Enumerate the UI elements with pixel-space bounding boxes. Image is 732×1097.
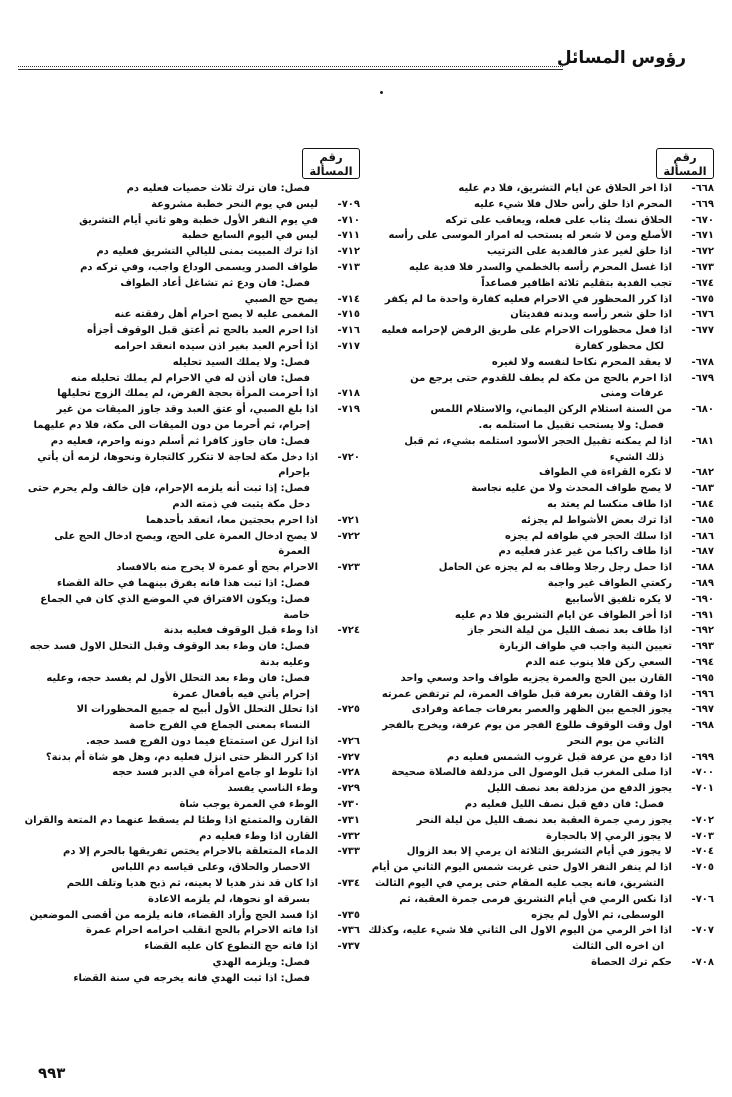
- issue-number: ٧٠٦-: [691, 893, 714, 905]
- heading-line: رقم: [673, 150, 697, 164]
- issue-text: لا يصح ادخال العمرة على الحج، ويصح ادخال الحج على: [54, 530, 318, 542]
- issue-text: إحرام، ثم أحرما من دون الميقات الى مكة، فلا دم عليهما: [33, 419, 310, 431]
- issue-text: اذا اخر الرمي من اليوم الاول الى الثاني فلا شيء عليه، وكذلك: [368, 925, 672, 937]
- issue-text: اذا أخر الطواف عن ايام التشريق فلا دم عليه: [454, 609, 672, 621]
- issue-text: فصل: ولا يستحب تقبيل ما استلمه به.: [478, 419, 664, 431]
- issue-entry: [362, 244, 714, 260]
- issue-entry: [362, 892, 714, 908]
- issue-number: ٦٩٣-: [691, 641, 714, 653]
- issue-text: دخل مكة يثبت في ذمته الدم: [172, 498, 310, 510]
- issue-entry: [362, 702, 714, 718]
- issue-entry: [362, 213, 714, 229]
- issue-entry: [20, 450, 360, 466]
- issue-text: فصل: فان جاوز كافرا ثم أسلم دونه واحرم، فعليه دم: [50, 435, 310, 447]
- issue-text: اذا حلق شعر رأسه وبدنه ففديتان: [510, 309, 672, 321]
- issue-entry: [362, 197, 714, 213]
- issue-number: ٦٨٦-: [691, 530, 714, 542]
- issue-number: ٧١٨-: [337, 388, 360, 400]
- issue-entry: [20, 339, 360, 355]
- issue-text: لا يعقد المحرم نكاحا لنفسه ولا لغيره: [491, 356, 672, 368]
- issue-text: يجوز الجمع بين الظهر والعصر بعرفات جماعة وفرادى: [411, 704, 672, 716]
- issue-number: ٦٩٨-: [691, 720, 714, 732]
- issue-number: ٧٢٨-: [337, 767, 360, 779]
- issue-entry: [362, 765, 714, 781]
- issue-number: ٧٢٩-: [337, 783, 360, 795]
- issue-continuation: [362, 939, 714, 955]
- issue-text: عرفات ومنى: [600, 388, 664, 400]
- column-left: [20, 148, 360, 987]
- issue-continuation: [362, 797, 714, 813]
- issue-number: ٧١٢-: [337, 246, 360, 258]
- issue-continuation: [362, 339, 714, 355]
- column-heading: [20, 148, 360, 179]
- issue-text: اذا أحرم العبد بغير اذن سيده انعقد احرامه: [114, 340, 318, 352]
- issue-number: ٧٢٥-: [337, 704, 360, 716]
- issue-text: فصل: فان وطء بعد الوقوف وقبل التحلل الاول فسد حجه: [29, 641, 310, 653]
- issue-text: الثاني من يوم النحر: [567, 735, 664, 747]
- issue-number: ٦٩٠-: [691, 593, 714, 605]
- issue-text: لا يكره تلفيق الأسابيع: [565, 593, 672, 605]
- issue-text: الوطء في العمرة يوجب شاة: [179, 799, 318, 811]
- issue-text: اذا لم ينفر النفر الاول حتى غربت شمس اليوم الثاني من أيام: [371, 862, 672, 874]
- issue-number: ٦٨٤-: [691, 498, 714, 510]
- issue-text: خاصة: [283, 609, 310, 621]
- issue-number: ٧٠٩-: [337, 198, 360, 210]
- issue-text: اذا سلك الحجر في طوافه لم يجزه: [505, 530, 672, 542]
- issue-number: ٧٢٠-: [337, 451, 360, 463]
- issue-text: فصل: فان أذن له في الاحرام لم يملك تحليله منه: [70, 372, 310, 384]
- issue-continuation: [20, 355, 360, 371]
- issue-text: اذا فاته الاحرام بالحج انقلب احرامه احرام عمرة: [85, 925, 318, 937]
- issue-number: ٧١٧-: [337, 340, 360, 352]
- issue-text: ان اخره الى الثالث: [572, 941, 664, 953]
- issue-number: ٧٣١-: [337, 814, 360, 826]
- heading-line: المسألة: [663, 164, 707, 178]
- issue-continuation: [20, 465, 360, 481]
- issue-text: اذا صلى المغرب قبل الوصول الى مزدلفة فالصلاة صحيحة: [391, 767, 672, 779]
- issue-text: ليس في اليوم السابع خطبة: [181, 230, 318, 242]
- issue-number: ٦٧١-: [691, 230, 714, 242]
- header-rule: [18, 69, 563, 70]
- issue-entry: [362, 513, 714, 529]
- issue-text: إحرام يأتي فيه بأفعال عمرة: [172, 688, 310, 700]
- issue-number: ٦٧٩-: [691, 372, 714, 384]
- issue-entry: [362, 829, 714, 845]
- issue-entry: [362, 687, 714, 703]
- issue-number: ٧٣٦-: [337, 925, 360, 937]
- issue-entry: [20, 781, 360, 797]
- issue-text: اذا انزل عن استمتاع فيما دون الفرج فسد حجه.: [85, 735, 318, 747]
- issue-entry: [20, 513, 360, 529]
- issue-entry: [20, 386, 360, 402]
- issue-text: اذا ترك بعض الأشواط لم يجزئه: [521, 514, 672, 526]
- issue-number: ٧٠٧-: [691, 925, 714, 937]
- issue-entry: [20, 750, 360, 766]
- stray-dot: [380, 91, 383, 94]
- issue-text: اذا طاف بعد نصف الليل من ليلة النحر جاز: [467, 625, 672, 637]
- issue-entry: [362, 639, 714, 655]
- issue-text: الأصلع ومن لا شعر له يستحب له امرار الموسى على رأسه: [388, 230, 672, 242]
- issue-number: ٦٧٤-: [691, 277, 714, 289]
- issue-entry: [20, 797, 360, 813]
- issue-text: فصل: فان ودع ثم تشاغل أعاد الطواف: [120, 277, 310, 289]
- issue-continuation: [362, 386, 714, 402]
- issue-number: ٦٩٥-: [691, 672, 714, 684]
- issue-text: لا تكره القراءة في الطواف: [538, 467, 672, 479]
- issue-text: فصل: فان وطء بعد التحلل الأول لم يفسد حجه، وعليه: [46, 672, 310, 684]
- issue-text: من السنة استلام الركن اليماني، والاستلام اللمس: [430, 404, 672, 416]
- header-dotted-rule: [18, 66, 563, 67]
- issue-text: اذا كرر المحظور في الاحرام فعليه كفارة واحدة ما لم يكفر: [384, 293, 672, 305]
- issue-entry: [362, 529, 714, 545]
- issue-text: فصل: فان ترك ثلاث حصيات فعليه دم: [126, 183, 310, 194]
- issue-text: الوسطى، ثم الأول لم يجزه: [531, 909, 664, 921]
- issue-text: القارن اذا وطء فعليه دم: [199, 830, 318, 842]
- issue-entry: [362, 228, 714, 244]
- issue-number: ٦٨٢-: [691, 467, 714, 479]
- issue-continuation: [20, 860, 360, 876]
- issue-text: اذا اخر الحلاق عن ايام التشريق، فلا دم عليه: [458, 183, 672, 194]
- issue-number: ٦٨٥-: [691, 514, 714, 526]
- issue-number: ٧٠٠-: [691, 767, 714, 779]
- issue-number: ٦٨٣-: [691, 483, 714, 495]
- issue-text: لا يجوز الرمي إلا بالحجارة: [545, 830, 672, 842]
- issue-number: ٧٣٤-: [337, 878, 360, 890]
- issue-number: ٧٢٧-: [337, 751, 360, 763]
- issue-number: ٧٢١-: [337, 514, 360, 526]
- issue-number: ٧١٣-: [337, 261, 360, 273]
- issue-continuation: [20, 544, 360, 560]
- issue-entry: [362, 781, 714, 797]
- issue-text: يجوز رمي جمرة العقبة بعد نصف الليل من ليلة النحر: [416, 814, 672, 826]
- issue-continuation: [20, 892, 360, 908]
- heading-box: [302, 148, 360, 179]
- page-number: ٩٩٣: [38, 1064, 66, 1082]
- issue-entry: [20, 844, 360, 860]
- issue-number: ٦٩٩-: [691, 751, 714, 763]
- issue-number: ٦٩١-: [691, 609, 714, 621]
- issue-entry: [362, 608, 714, 624]
- issue-text: اذا أحرمت المرأة بحجة الفرض، لم يملك الزوج تحليلها: [57, 388, 318, 400]
- issue-text: اذا دخل مكة لحاجة لا تتكرر كالتجارة ونحوها، لزمه أن يأتي: [37, 451, 318, 463]
- issue-continuation: [20, 592, 360, 608]
- issue-entry: [362, 355, 714, 371]
- issue-continuation: [20, 971, 360, 987]
- issue-continuation: [20, 576, 360, 592]
- issue-continuation: [20, 371, 360, 387]
- issue-number: ٧٠٨-: [691, 957, 714, 969]
- issue-entry: [362, 402, 714, 418]
- issue-text: اذا كان قد نذر هديا لا يعينه، ثم ذبح هديا وتلف اللحم: [66, 878, 318, 890]
- issue-number: ٦٧٧-: [691, 325, 714, 337]
- issue-entry: [362, 276, 714, 292]
- issue-entry: [20, 734, 360, 750]
- issue-text: لكل محظور كفارة: [574, 340, 664, 352]
- issue-entry: [362, 576, 714, 592]
- issue-entry: [362, 465, 714, 481]
- issue-text: لا يجوز في أيام التشريق الثلاثة ان يرمي إلا بعد الزوال: [406, 846, 672, 858]
- issue-text: اذا تلوط او جامع امرأة في الدبر فسد حجه: [112, 767, 318, 779]
- issue-entry: [20, 908, 360, 924]
- issue-continuation: [20, 434, 360, 450]
- issue-text: اذا حلق لغير عذر فالفدية على الترتيب: [486, 246, 672, 258]
- issue-text: القارن والمتمتع اذا وطئا لم يسقط عنهما دم المتعة والقران: [24, 814, 318, 826]
- issue-continuation: [20, 639, 360, 655]
- issue-text: يصح حج الصبي: [244, 293, 318, 305]
- issue-entry: [362, 955, 714, 971]
- issue-entry: [362, 718, 714, 734]
- issue-number: ٦٨٠-: [691, 404, 714, 416]
- issue-text: فصل: إذا ثبت أنه يلزمه الإحرام، فإن خالف ولم يحرم حتى: [27, 483, 310, 495]
- issue-entry: [362, 307, 714, 323]
- issue-entry: [362, 544, 714, 560]
- running-head-title: رؤوس المسائل: [556, 48, 686, 68]
- issue-continuation: [20, 497, 360, 513]
- issue-entry: [20, 260, 360, 276]
- issue-entry: [362, 434, 714, 450]
- issue-number: ٧٠١-: [691, 783, 714, 795]
- issue-text: اذا طاف منكسا لم يعتد به: [547, 498, 672, 510]
- issue-continuation: [20, 955, 360, 971]
- issue-entry: [362, 323, 714, 339]
- issue-number: ٧٢٢-: [337, 530, 360, 542]
- issue-entry: [362, 371, 714, 387]
- issue-text: اول وقت الوقوف طلوع الفجر من يوم عرفة، ويخرج بالفجر: [382, 720, 672, 732]
- issue-number: ٧٣٢-: [337, 830, 360, 842]
- issue-text: الحلاق نسك يثاب على فعله، ويعاقب على تركه: [445, 214, 672, 226]
- issue-text: يجوز الدفع من مزدلفة بعد نصف الليل: [487, 783, 672, 795]
- issue-number: ٦٧٠-: [691, 214, 714, 226]
- issue-text: في يوم النفر الأول خطبة وهو ثاني أيام التشريق: [79, 214, 318, 226]
- issue-text: اذا تحلل التحلل الأول أبيح له جميع المحظورات الا: [76, 704, 318, 716]
- issue-text: المحرم اذا حلق رأس حلال فلا شيء عليه: [473, 198, 672, 210]
- issue-entry: [20, 702, 360, 718]
- issue-number: ٦٨٨-: [691, 562, 714, 574]
- issue-text: اذا غسل المحرم رأسه بالخطمي والسدر فلا فدية عليه: [409, 261, 672, 273]
- issue-text: اذا احرم العبد بالحج ثم أعتق قبل الوقوف أجزأه: [87, 325, 318, 337]
- issue-entry: [362, 497, 714, 513]
- issue-number: ٦٩٤-: [691, 656, 714, 668]
- issue-continuation: [362, 450, 714, 466]
- issue-entry: [20, 197, 360, 213]
- issue-text: تعيين النية واجب في طواف الزيارة: [499, 641, 672, 653]
- issue-number: ٦٩٦-: [691, 688, 714, 700]
- issue-entry: [20, 560, 360, 576]
- issue-entry: [362, 260, 714, 276]
- issue-number: ٧١٥-: [337, 309, 360, 321]
- issue-number: ٦٨٩-: [691, 577, 714, 589]
- issue-number: ٧٣٠-: [337, 799, 360, 811]
- issue-text: لا يصح طواف المحدث ولا من عليه نجاسة: [471, 483, 672, 495]
- issue-continuation: [20, 181, 360, 197]
- issue-entry: [20, 307, 360, 323]
- issue-number: ٦٨٧-: [691, 546, 714, 558]
- issue-text: وعليه بدنة: [259, 656, 310, 668]
- issue-text: وطء الناسي يفسد: [227, 783, 318, 795]
- issue-entry: [362, 671, 714, 687]
- issue-number: ٧١١-: [337, 230, 360, 242]
- issue-text: اذا بلغ الصبي، أو عتق العبد وقد جاوز الميقات من غير: [56, 404, 318, 416]
- issue-continuation: [20, 418, 360, 434]
- issue-entry: [362, 844, 714, 860]
- issue-text: القارن بين الحج والعمرة يجزيه طواف واحد وسعي واحد: [400, 672, 672, 684]
- issue-text: اذا احرم بالحج من مكة لم يطف للقدوم حتى يرجع من: [410, 372, 672, 384]
- issue-text: فصل: ولا يملك السيد تحليله: [172, 356, 310, 368]
- heading-box: [656, 148, 714, 179]
- issue-entry: [362, 623, 714, 639]
- issue-number: ٦٨١-: [691, 435, 714, 447]
- issue-text: ليس في يوم النحر خطبة مشروعة: [151, 198, 318, 210]
- issue-text: حكم ترك الحصاة: [591, 957, 672, 969]
- issue-continuation: [20, 655, 360, 671]
- issue-number: ٧١٤-: [337, 293, 360, 305]
- issue-text: ذلك الشيء: [609, 451, 664, 463]
- issue-number: ٦٦٩-: [691, 198, 714, 210]
- issue-text: اذا فعل محظورات الاحرام على طريق الرفض لإحرامه فعليه: [381, 325, 672, 337]
- issue-continuation: [20, 687, 360, 703]
- issue-number: ٧١٩-: [337, 404, 360, 416]
- issue-number: ٧٣٣-: [337, 846, 360, 858]
- issue-text: المغمى عليه لا يصح احرام أهل رفقته عنه: [114, 309, 318, 321]
- issue-text: بإحرام: [278, 467, 310, 479]
- issue-text: اذا وقف القارن بعرفة قبل طواف العمرة، لم ترتفض عمرته: [381, 688, 672, 700]
- issue-text: ركعتي الطواف غير واجبة: [547, 577, 672, 589]
- issue-number: ٦٧٦-: [691, 309, 714, 321]
- issue-continuation: [20, 671, 360, 687]
- issue-continuation: [20, 718, 360, 734]
- issue-text: اذا كرر النظر حتى انزل فعليه دم، وهل هو شاة أم بدنة؟: [45, 751, 318, 763]
- issue-entry: [362, 813, 714, 829]
- issue-entry: [20, 765, 360, 781]
- column-heading: [362, 148, 714, 179]
- issue-entry: [20, 876, 360, 892]
- issue-number: ٧٢٤-: [337, 625, 360, 637]
- issue-text: طواف الصدر ويسمى الوداع واجب، وفي تركه دم: [80, 261, 318, 273]
- issue-text: اذا فسد الحج وأراد القضاء، فانه يلزمه من أقصى الموضعين: [29, 909, 318, 921]
- issue-entry: [362, 292, 714, 308]
- issue-text: النساء بمعنى الجماع في الفرج خاصة: [129, 720, 310, 732]
- issue-text: التشريق، فانه يجب عليه المقام حتى يرمي في اليوم الثالث: [374, 878, 664, 890]
- issue-text: اذا طاف راكبا من غير عذر فعليه دم: [498, 546, 672, 558]
- issue-number: ٦٩٢-: [691, 625, 714, 637]
- issue-entry: [20, 829, 360, 845]
- issue-entry: [20, 813, 360, 829]
- issue-number: ٧٠٢-: [691, 814, 714, 826]
- issue-entry: [20, 323, 360, 339]
- issue-text: اذا لم يمكنه تقبيل الحجر الأسود استلمه بشيء، ثم قبل: [404, 435, 672, 447]
- issue-entry: [362, 923, 714, 939]
- issue-number: ٧٢٦-: [337, 735, 360, 747]
- issue-number: ٧٢٣-: [337, 562, 360, 574]
- column-right: [362, 148, 714, 971]
- issue-continuation: [362, 418, 714, 434]
- issue-entry: [20, 213, 360, 229]
- issue-text: اذا فاته حج التطوع كان عليه القضاء: [144, 941, 318, 953]
- issue-text: فصل: ويكون الافتراق في الموضع الذي كان في الجماع: [40, 593, 310, 605]
- issue-text: السعي ركن فلا ينوب عنه الدم: [525, 656, 672, 668]
- issue-text: بسرقة او نحوها، لم يلزمه الاعادة: [148, 893, 310, 905]
- issue-number: ٧٠٣-: [691, 830, 714, 842]
- issue-entry: [362, 655, 714, 671]
- issue-number: ٧٣٥-: [337, 909, 360, 921]
- issue-text: فصل: ويلزمه الهدي: [212, 957, 310, 969]
- issue-text: اذا احرم بحجتين معا، انعقد بأحدهما: [146, 514, 318, 526]
- issue-text: اذا دفع من عرفة قبل غروب الشمس فعليه دم: [446, 751, 672, 763]
- issue-entry: [362, 860, 714, 876]
- issue-text: اذا حمل رجل رجلا وطاف به لم يجزه عن الحامل: [438, 562, 672, 574]
- issue-number: ٦٦٨-: [691, 183, 714, 194]
- issue-text: اذا وطء قبل الوقوف فعليه بدنة: [163, 625, 318, 637]
- issue-text: العمرة: [278, 546, 310, 558]
- heading-line: رقم: [319, 150, 343, 164]
- issue-text: فصل: اذا ثبت الهدي فانه يخرجه في سنة القضاء: [73, 972, 310, 984]
- issue-entry: [20, 292, 360, 308]
- heading-line: المسألة: [309, 164, 353, 178]
- issue-continuation: [362, 734, 714, 750]
- issue-number: ٦٩٧-: [691, 704, 714, 716]
- issue-number: ٦٧٣-: [691, 261, 714, 273]
- issue-number: ٧٠٤-: [691, 846, 714, 858]
- issue-number: ٧٣٧-: [337, 941, 360, 953]
- issue-number: ٧١٦-: [337, 325, 360, 337]
- issue-text: فصل: اذا ثبت هذا فانه يفرق بينهما في حالة القضاء: [57, 577, 310, 589]
- issue-text: تجب الفدية بتقليم ثلاثة اظافير فصاعداً: [481, 277, 672, 289]
- issue-number: ٦٧٢-: [691, 246, 714, 258]
- issue-number: ٦٧٥-: [691, 293, 714, 305]
- issue-text: الاحرام بحج أو عمرة لا يخرج منه بالافساد: [116, 562, 318, 574]
- issue-continuation: [362, 876, 714, 892]
- issue-continuation: [20, 481, 360, 497]
- issue-text: الاحصار والحلاق، وعلى قياسه دم اللباس: [111, 862, 310, 874]
- issue-entry: [20, 939, 360, 955]
- issue-number: ٧٠٥-: [691, 862, 714, 874]
- issue-entry: [20, 623, 360, 639]
- issue-text: فصل: فان دفع قبل نصف الليل فعليه دم: [464, 799, 664, 811]
- issue-text: الدماء المتعلقة بالاحرام يختص تفريقها بالحرم إلا دم: [62, 846, 318, 858]
- issue-entry: [362, 592, 714, 608]
- issue-continuation: [20, 276, 360, 292]
- issue-text: اذا نكس الرمي في أيام التشريق فرمى جمرة العقبة، ثم: [399, 893, 672, 905]
- issue-entry: [20, 923, 360, 939]
- issue-continuation: [20, 608, 360, 624]
- issue-entry: [362, 750, 714, 766]
- issue-continuation: [362, 908, 714, 924]
- issue-text: اذا ترك المبيت بمنى لليالي التشريق فعليه دم: [96, 246, 318, 258]
- issue-entry: [20, 529, 360, 545]
- issue-number: ٦٧٨-: [691, 356, 714, 368]
- issue-entry: [20, 244, 360, 260]
- issue-entry: [20, 228, 360, 244]
- issue-entry: [362, 181, 714, 197]
- issue-entry: [362, 560, 714, 576]
- issue-number: ٧١٠-: [337, 214, 360, 226]
- issue-entry: [362, 481, 714, 497]
- issue-entry: [20, 402, 360, 418]
